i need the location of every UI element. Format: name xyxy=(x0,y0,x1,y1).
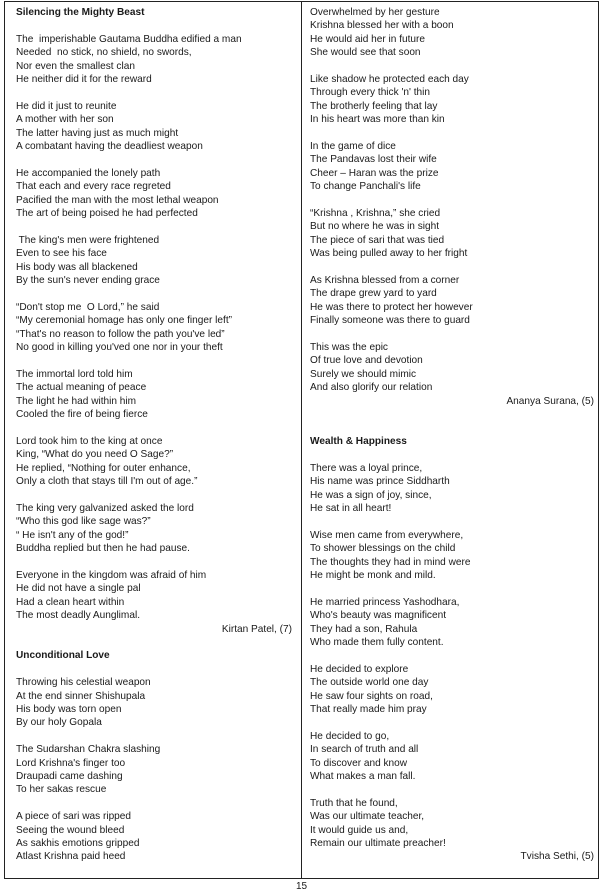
poem-line: By the sun's never ending grace xyxy=(16,275,160,287)
poem-author: Tvisha Sethi, (5) xyxy=(520,851,594,863)
poem-line: A piece of sari was ripped xyxy=(16,811,132,823)
poem-line: To change Panchali's life xyxy=(310,181,421,193)
poem-line: He did it just to reunite xyxy=(16,100,117,112)
poem-line: Even to see his face xyxy=(16,248,107,260)
right-column xyxy=(310,6,594,864)
stanza xyxy=(310,140,594,194)
poem-line: Cooled the fire of being fierce xyxy=(16,409,148,421)
poem-line: Everyone in the kingdom was afraid of him xyxy=(16,569,207,581)
stanza xyxy=(310,462,594,516)
poem-line: As Krishna blessed from a corner xyxy=(310,275,460,287)
poem-line: The outside world one day xyxy=(310,677,429,689)
poem-line: He saw four sights on road, xyxy=(310,690,433,702)
poem-line: Finally someone was there to guard xyxy=(310,315,470,327)
poem-line: Had a clean heart within xyxy=(16,596,125,608)
poem-line: The thoughts they had in mind were xyxy=(310,556,471,568)
poem-line: At the end sinner Shishupala xyxy=(16,690,146,702)
stanza xyxy=(310,341,594,395)
poem-line: Atlast Krishna paid heed xyxy=(16,851,126,863)
poem-line: Through every thick 'n' thin xyxy=(310,87,430,99)
poem-line: Truth that he found, xyxy=(310,797,398,809)
poem-line: And also glorify our relation xyxy=(310,382,433,394)
page-number: 15 xyxy=(295,881,308,892)
poem-line: He sat in all heart! xyxy=(310,502,392,514)
poem-line: Buddha replied but then he had pause. xyxy=(16,543,190,555)
poem-author: Kirtan Patel, (7) xyxy=(221,623,292,635)
poem-line: In search of truth and all xyxy=(310,744,419,756)
poem-line: He decided to go, xyxy=(310,730,390,742)
poem-line: The actual meaning of peace xyxy=(16,382,147,394)
poem-title: Wealth & Happiness xyxy=(310,435,407,447)
poem-line: That each and every race regreted xyxy=(16,181,171,193)
poem-line: Who made them fully content. xyxy=(310,636,444,648)
poem-line: The Pandavas lost their wife xyxy=(310,154,437,166)
stanza xyxy=(310,730,594,784)
poem-line: He decided to explore xyxy=(310,663,409,675)
poem-line: Cheer – Haran was the prize xyxy=(310,167,439,179)
stanza xyxy=(16,100,292,154)
poem-body xyxy=(310,462,594,851)
poem-line: “Krishna , Krishna,” she cried xyxy=(310,208,441,220)
poem-line: Surely we should mimic xyxy=(310,368,417,380)
poem-line: “My ceremonial homage has only one finger left” xyxy=(16,315,233,327)
poem-line: The king very galvanized asked the lord xyxy=(16,502,194,514)
poem-line: Needed no stick, no shield, no swords, xyxy=(16,47,192,59)
poem-line: Of true love and devotion xyxy=(310,355,423,367)
column-divider xyxy=(301,1,302,879)
poem-line: King, “What do you need O Sage?” xyxy=(16,449,174,461)
stanza xyxy=(16,368,292,422)
poem-line: She would see that soon xyxy=(310,47,421,59)
poem-line: That really made him pray xyxy=(310,703,427,715)
poem-line: This was the epic xyxy=(310,342,388,354)
poem-line: To her sakas rescue xyxy=(16,784,107,796)
poem-line: It would guide us and, xyxy=(310,824,409,836)
poem-title: Unconditional Love xyxy=(16,650,110,662)
poem-line: Who's beauty was magnificent xyxy=(310,610,447,622)
poem-line: By our holy Gopala xyxy=(16,717,102,729)
stanza xyxy=(16,502,292,556)
poem-line: He married princess Yashodhara, xyxy=(310,596,460,608)
poem-line: What makes a man fall. xyxy=(310,770,416,782)
stanza xyxy=(16,33,292,87)
poem-line: As sakhis emotions gripped xyxy=(16,837,140,849)
poem-line: Krishna blessed her with a boon xyxy=(310,20,454,32)
poem-line: There was a loyal prince, xyxy=(310,462,423,474)
poem-line: The latter having just as much might xyxy=(16,127,179,139)
poem-line: A combatant having the deadliest weapon xyxy=(16,141,203,153)
poem-line: The light he had within him xyxy=(16,395,137,407)
poem-line: He was a sign of joy, since, xyxy=(310,489,432,501)
poem-line: He might be monk and mild. xyxy=(310,569,436,581)
poem-line: “Who this god like sage was?” xyxy=(16,516,151,528)
poem-line: Was being pulled away to her fright xyxy=(310,248,468,260)
poem-line: In the game of dice xyxy=(310,141,396,153)
poem-line: Lord took him to the king at once xyxy=(16,435,163,447)
poem-line: The imperishable Gautama Buddha edified a man xyxy=(16,33,242,45)
poem-line: His name was prince Siddharth xyxy=(310,476,450,488)
poem-line: He would aid her in future xyxy=(310,33,426,45)
poem-line: Only a cloth that stays till I'm out of age.” xyxy=(16,476,198,488)
poem-line: The art of being poised he had perfected xyxy=(16,208,198,220)
poem-line: He accompanied the lonely path xyxy=(16,167,161,179)
poem-title: Silencing the Mighty Beast xyxy=(16,7,145,18)
stanza xyxy=(16,569,292,623)
left-column xyxy=(16,6,292,864)
poem-line: The brotherly feeling that lay xyxy=(310,100,438,112)
stanza xyxy=(310,797,594,851)
poem-line: To discover and know xyxy=(310,757,408,769)
poem-line: Pacified the man with the most lethal weapon xyxy=(16,194,219,206)
poem-line: His body was torn open xyxy=(16,703,122,715)
poem-line: Throwing his celestial weapon xyxy=(16,677,151,689)
poem-line: They had a son, Rahula xyxy=(310,623,418,635)
stanza xyxy=(16,676,292,730)
poem-line: Seeing the wound bleed xyxy=(16,824,125,836)
poem-line: The Sudarshan Chakra slashing xyxy=(16,744,161,756)
poem-body xyxy=(16,676,292,864)
stanza xyxy=(16,435,292,489)
stanza xyxy=(310,73,594,127)
poem-line: Was our ultimate teacher, xyxy=(310,811,425,823)
poem-line: A mother with her son xyxy=(16,114,114,126)
stanza xyxy=(310,6,594,60)
poem-line: “Don't stop me O Lord,” he said xyxy=(16,301,160,313)
poem-line: Overwhelmed by her gesture xyxy=(310,7,440,18)
poem-line: But no where he was in sight xyxy=(310,221,440,233)
poem-line: The immortal lord told him xyxy=(16,368,133,380)
poem-body xyxy=(310,6,594,395)
poem-line: In his heart was more than kin xyxy=(310,114,445,126)
poem-line: To shower blessings on the child xyxy=(310,543,456,555)
poem-line: Remain our ultimate preacher! xyxy=(310,837,446,849)
poem-author: Ananya Surana, (5) xyxy=(506,395,594,407)
poem-line: “That's no reason to follow the path you've led” xyxy=(16,328,225,340)
poem-line: The drape grew yard to yard xyxy=(310,288,437,300)
stanza xyxy=(310,529,594,583)
stanza xyxy=(16,234,292,288)
poem-line: Draupadi came dashing xyxy=(16,770,123,782)
stanza xyxy=(16,167,292,221)
poem-line: No good in killing you'ved one nor in your theft xyxy=(16,342,223,354)
stanza xyxy=(310,596,594,650)
stanza xyxy=(310,663,594,717)
stanza xyxy=(310,207,594,261)
poem-line: Lord Krishna's finger too xyxy=(16,757,126,769)
poem-line: The most deadly Aunglimal. xyxy=(16,610,140,622)
poem-line: Wise men came from everywhere, xyxy=(310,529,464,541)
poem-line: He did not have a single pal xyxy=(16,583,141,595)
stanza xyxy=(16,810,292,864)
poem-line: “ He isn't any of the god!” xyxy=(16,529,129,541)
stanza xyxy=(16,743,292,797)
poem-line: He was there to protect her however xyxy=(310,301,473,313)
poem-line: The piece of sari that was tied xyxy=(310,234,445,246)
stanza xyxy=(310,274,594,328)
poem-line: Nor even the smallest clan xyxy=(16,60,135,72)
poem-line: The king's men were frightened xyxy=(16,234,160,246)
poem-line: His body was all blackened xyxy=(16,261,138,273)
poem-line: He replied, “Nothing for outer enhance, xyxy=(16,462,191,474)
poem-line: He neither did it for the reward xyxy=(16,74,152,86)
poem-line: Like shadow he protected each day xyxy=(310,74,469,86)
poem-body xyxy=(16,33,292,623)
stanza xyxy=(16,301,292,355)
